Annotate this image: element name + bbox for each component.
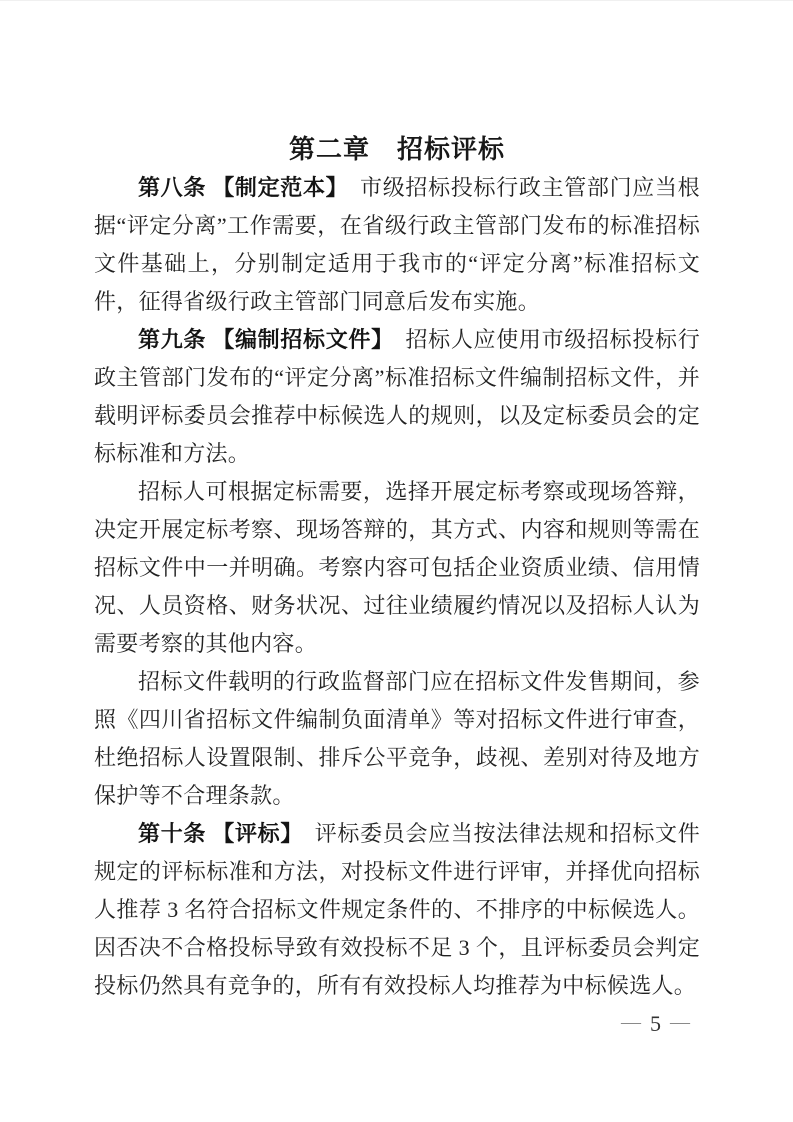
paragraph xyxy=(94,473,700,663)
clause-heading: 第九条 【编制招标文件】 xyxy=(138,327,383,352)
paragraph xyxy=(94,815,700,1005)
clause-text: 招标人可根据定标需要，选择开展定标考察或现场答辩，决定开展定标考察、现场答辩的，其方式、内容和规则等需在招标文件中一并明确。考察内容可包括企业资质业绩、信用情况、人员资格、财务状况、过往业绩履约情况以及招标人认为需要考察的其他内容。 xyxy=(94,479,700,656)
footer-dash-left: — xyxy=(621,1011,641,1033)
page-number: 5 xyxy=(650,1011,661,1036)
clause-text: 评标委员会应当按法律法规和招标文件规定的评标标准和方法，对投标文件进行评审，并择优向招标人推荐 3 名符合招标文件规定条件的、不排序的中标候选人。因否决不合格投标导致有效投标不足 3 个，且评标委员会判定投标仍然具有竞争的，所有有效投标人均推荐为中标候选人。 xyxy=(94,821,701,998)
clause-text: 市级招标投标行政主管部门应当根据“评定分离”工作需要，在省级行政主管部门发布的标准招标文件基础上，分别制定适用于我市的“评定分离”标准招标文件，征得省级行政主管部门同意后发布实施。 xyxy=(94,175,700,314)
paragraph xyxy=(94,321,700,473)
chapter-title: 第二章 招标评标 xyxy=(288,134,505,164)
page-footer xyxy=(612,1011,699,1037)
clause-heading: 第十条 【评标】 xyxy=(138,821,293,846)
paragraph xyxy=(94,663,700,815)
clause-text: 招标人应使用市级招标投标行政主管部门发布的“评定分离”标准招标文件编制招标文件，并载明评标委员会推荐中标候选人的规则，以及定标委员会的定标标准和方法。 xyxy=(94,327,701,466)
footer-dash-right: — xyxy=(670,1011,690,1033)
document-body xyxy=(94,129,700,1005)
paragraph xyxy=(94,169,700,321)
clause-heading: 第八条 【制定范本】 xyxy=(138,175,338,200)
clause-text: 招标文件载明的行政监督部门应在招标文件发售期间，参照《四川省招标文件编制负面清单》等对招标文件进行审查，杜绝招标人设置限制、排斥公平竞争，歧视、差别对待及地方保护等不合理条款。 xyxy=(94,669,700,808)
